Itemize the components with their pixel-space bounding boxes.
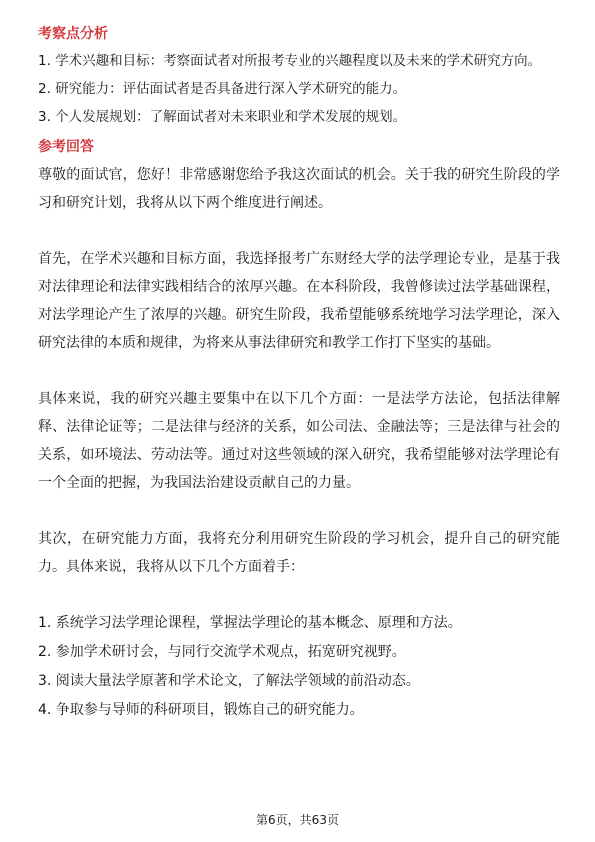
plan-list-item-3: 3. 阅读大量法学原著和学术论文，了解法学领域的前沿动态。 — [38, 673, 420, 689]
plan-list-item-4: 4. 争取参与导师的科研项目，锻炼自己的研究能力。 — [38, 702, 364, 718]
paragraph-spacer — [38, 217, 560, 245]
plan-list-item-2: 2. 参加学术研讨会，与同行交流学术观点，拓宽研究视野。 — [38, 644, 406, 660]
answer-title: 参考回答 — [38, 139, 94, 155]
answer-paragraph-2: 首先，在学术兴趣和目标方面，我选择报考广东财经大学的法学理论专业，是基于我对法律理论和法律实践相结合的浓厚兴趣。在本科阶段，我曾修读过法学基础课程，对法学理论产生了浓厚的兴趣。研究生阶段，我希望能够系统地学习法学理论，深入研究法律的本质和规律，为将来从事法律研究和教学工作打下坚实的基础。 — [38, 251, 560, 351]
analysis-point-3: 3. 个人发展规划：了解面试者对未来职业和学术发展的规划。 — [38, 109, 407, 125]
page-number: 第6页，共63页 — [256, 813, 339, 827]
analysis-title: 考察点分析 — [38, 26, 108, 42]
paragraph-spacer — [38, 357, 560, 385]
answer-paragraph-3: 具体来说，我的研究兴趣主要集中在以下几个方面：一是法学方法论，包括法律解释、法律论证等；二是法律与经济的关系，如公司法、金融法等；三是法律与社会的关系，如环境法、劳动法等。通过对这些领域的深入研究，我希望能够对法学理论有一个全面的把握，为我国法治建设贡献自己的力量。 — [38, 391, 560, 491]
answer-paragraph-1: 尊敬的面试官，您好！非常感谢您给予我这次面试的机会。关于我的研究生阶段的学习和研究计划，我将从以下两个维度进行阐述。 — [38, 167, 560, 211]
analysis-point-2: 2. 研究能力：评估面试者是否具备进行深入学术研究的能力。 — [38, 81, 407, 97]
paragraph-spacer — [38, 581, 560, 609]
analysis-point-1: 1. 学术兴趣和目标：考察面试者对所报考专业的兴趣程度以及未来的学术研究方向。 — [38, 53, 542, 69]
paragraph-spacer — [38, 497, 560, 525]
plan-list-item-1: 1. 系统学习法学理论课程，掌握法学理论的基本概念、原理和方法。 — [38, 615, 462, 631]
page-content — [38, 24, 560, 724]
answer-paragraph-4: 其次，在研究能力方面，我将充分利用研究生阶段的学习机会，提升自己的研究能力。具体来说，我将从以下几个方面着手： — [38, 531, 560, 575]
